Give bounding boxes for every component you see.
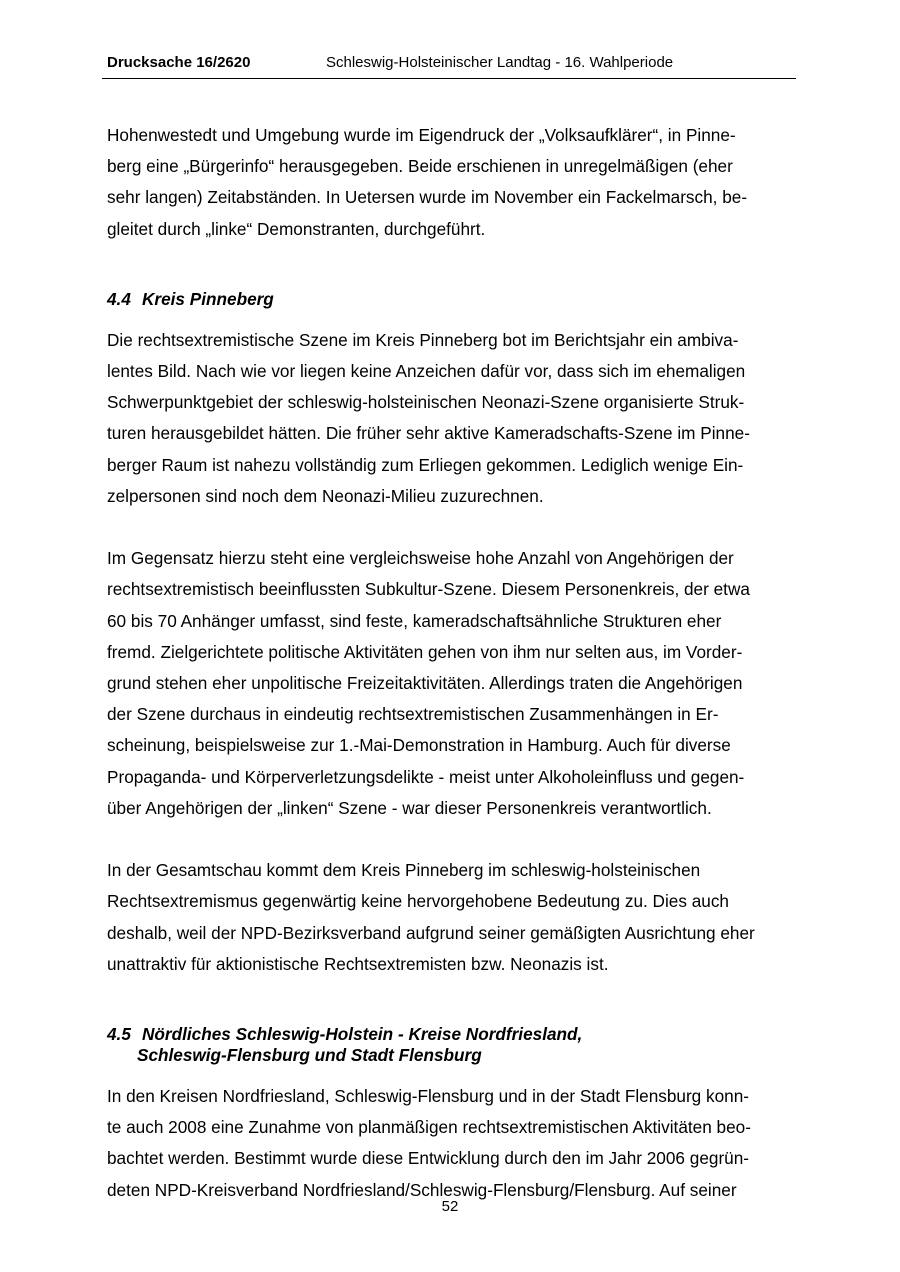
parliament-title: Schleswig-Holsteinischer Landtag - 16. Wahlperiode xyxy=(326,54,674,71)
text-line: bachtet werden. Bestimmt wurde diese Entwicklung durch den im Jahr 2006 gegrün- xyxy=(107,1148,750,1169)
text-line: Propaganda- und Körperverletzungsdelikte - meist unter Alkoholeinfluss und gegen- xyxy=(107,766,745,787)
paragraph-intro xyxy=(107,120,793,245)
text-line: grund stehen eher unpolitische Freizeitaktivitäten. Allerdings traten die Angehörigen xyxy=(107,673,743,694)
text-line: sehr langen) Zeitabständen. In Uetersen wurde im November ein Fackelmarsch, be- xyxy=(107,187,748,208)
paragraph-north xyxy=(107,1081,793,1206)
text-line: der Szene durchaus in eindeutig rechtsextremistischen Zusammenhängen in Er- xyxy=(107,704,719,725)
page-body xyxy=(107,120,793,1206)
text-line: berg eine „Bürgerinfo“ herausgegeben. Beide erschienen in unregelmäßigen (eher xyxy=(107,156,733,177)
section-number: 4.4 xyxy=(107,288,131,309)
text-line: zelpersonen sind noch dem Neonazi-Milieu zuzurechnen. xyxy=(107,485,544,506)
text-line: Die rechtsextremistische Szene im Kreis Pinneberg bot im Berichtsjahr ein ambiva- xyxy=(107,329,739,350)
section-heading-4-4 xyxy=(107,289,793,310)
document-number: Drucksache 16/2620 xyxy=(107,54,251,71)
text-line: In der Gesamtschau kommt dem Kreis Pinneberg im schleswig-holsteinischen xyxy=(107,860,701,881)
text-line: Hohenwestedt und Umgebung wurde im Eigendruck der „Volksaufklärer“, in Pinne- xyxy=(107,125,736,145)
section-title: Kreis Pinneberg xyxy=(142,288,274,309)
text-line: Im Gegensatz hierzu steht eine vergleichsweise hohe Anzahl von Angehörigen der xyxy=(107,548,734,569)
text-line: Rechtsextremismus gegenwärtig keine hervorgehobene Bedeutung zu. Dies auch xyxy=(107,891,729,912)
section-heading-4-5 xyxy=(107,1024,793,1066)
text-line: rechtsextremistisch beeinflussten Subkultur-Szene. Diesem Personenkreis, der etwa xyxy=(107,579,750,600)
text-line: te auch 2008 eine Zunahme von planmäßigen rechtsextremistischen Aktivitäten beo- xyxy=(107,1117,751,1138)
section-number: 4.5 xyxy=(107,1024,131,1045)
section-title-line-1: Nördliches Schleswig-Holstein - Kreise Nordfriesland, xyxy=(142,1024,583,1045)
text-line: In den Kreisen Nordfriesland, Schleswig-Flensburg und in der Stadt Flensburg konn- xyxy=(107,1086,750,1107)
page-number: 52 xyxy=(441,1198,459,1215)
page-header xyxy=(102,52,796,79)
paragraph-pinneberg-1 xyxy=(107,325,793,512)
section-title-line-2: Schleswig-Flensburg und Stadt Flensburg xyxy=(137,1045,482,1066)
text-line: unattraktiv für aktionistische Rechtsextremisten bzw. Neonazis ist. xyxy=(107,953,609,974)
paragraph-pinneberg-3 xyxy=(107,855,793,980)
text-line: fremd. Zielgerichtete politische Aktivitäten gehen von ihm nur selten aus, im Vorder- xyxy=(107,641,743,662)
text-line: turen herausgebildet hätten. Die früher sehr aktive Kameradschafts-Szene im Pinne- xyxy=(107,423,750,444)
text-line: 60 bis 70 Anhänger umfasst, sind feste, kameradschaftsähnliche Strukturen eher xyxy=(107,610,722,631)
text-line: lentes Bild. Nach wie vor liegen keine Anzeichen dafür vor, dass sich im ehemaligen xyxy=(107,361,746,382)
text-line: deshalb, weil der NPD-Bezirksverband aufgrund seiner gemäßigten Ausrichtung eher xyxy=(107,922,755,943)
text-line: scheinung, beispielsweise zur 1.-Mai-Demonstration in Hamburg. Auch für diverse xyxy=(107,735,731,756)
text-line: Schwerpunktgebiet der schleswig-holsteinischen Neonazi-Szene organisierte Struk- xyxy=(107,392,745,413)
text-line: deten NPD-Kreisverband Nordfriesland/Schleswig-Flensburg/Flensburg. Auf seiner xyxy=(107,1179,737,1200)
text-line: gleitet durch „linke“ Demonstranten, durchgeführt. xyxy=(107,218,486,239)
paragraph-pinneberg-2 xyxy=(107,543,793,824)
text-line: berger Raum ist nahezu vollständig zum Erliegen gekommen. Lediglich wenige Ein- xyxy=(107,454,744,475)
text-line: über Angehörigen der „linken“ Szene - war dieser Personenkreis verantwortlich. xyxy=(107,797,712,818)
